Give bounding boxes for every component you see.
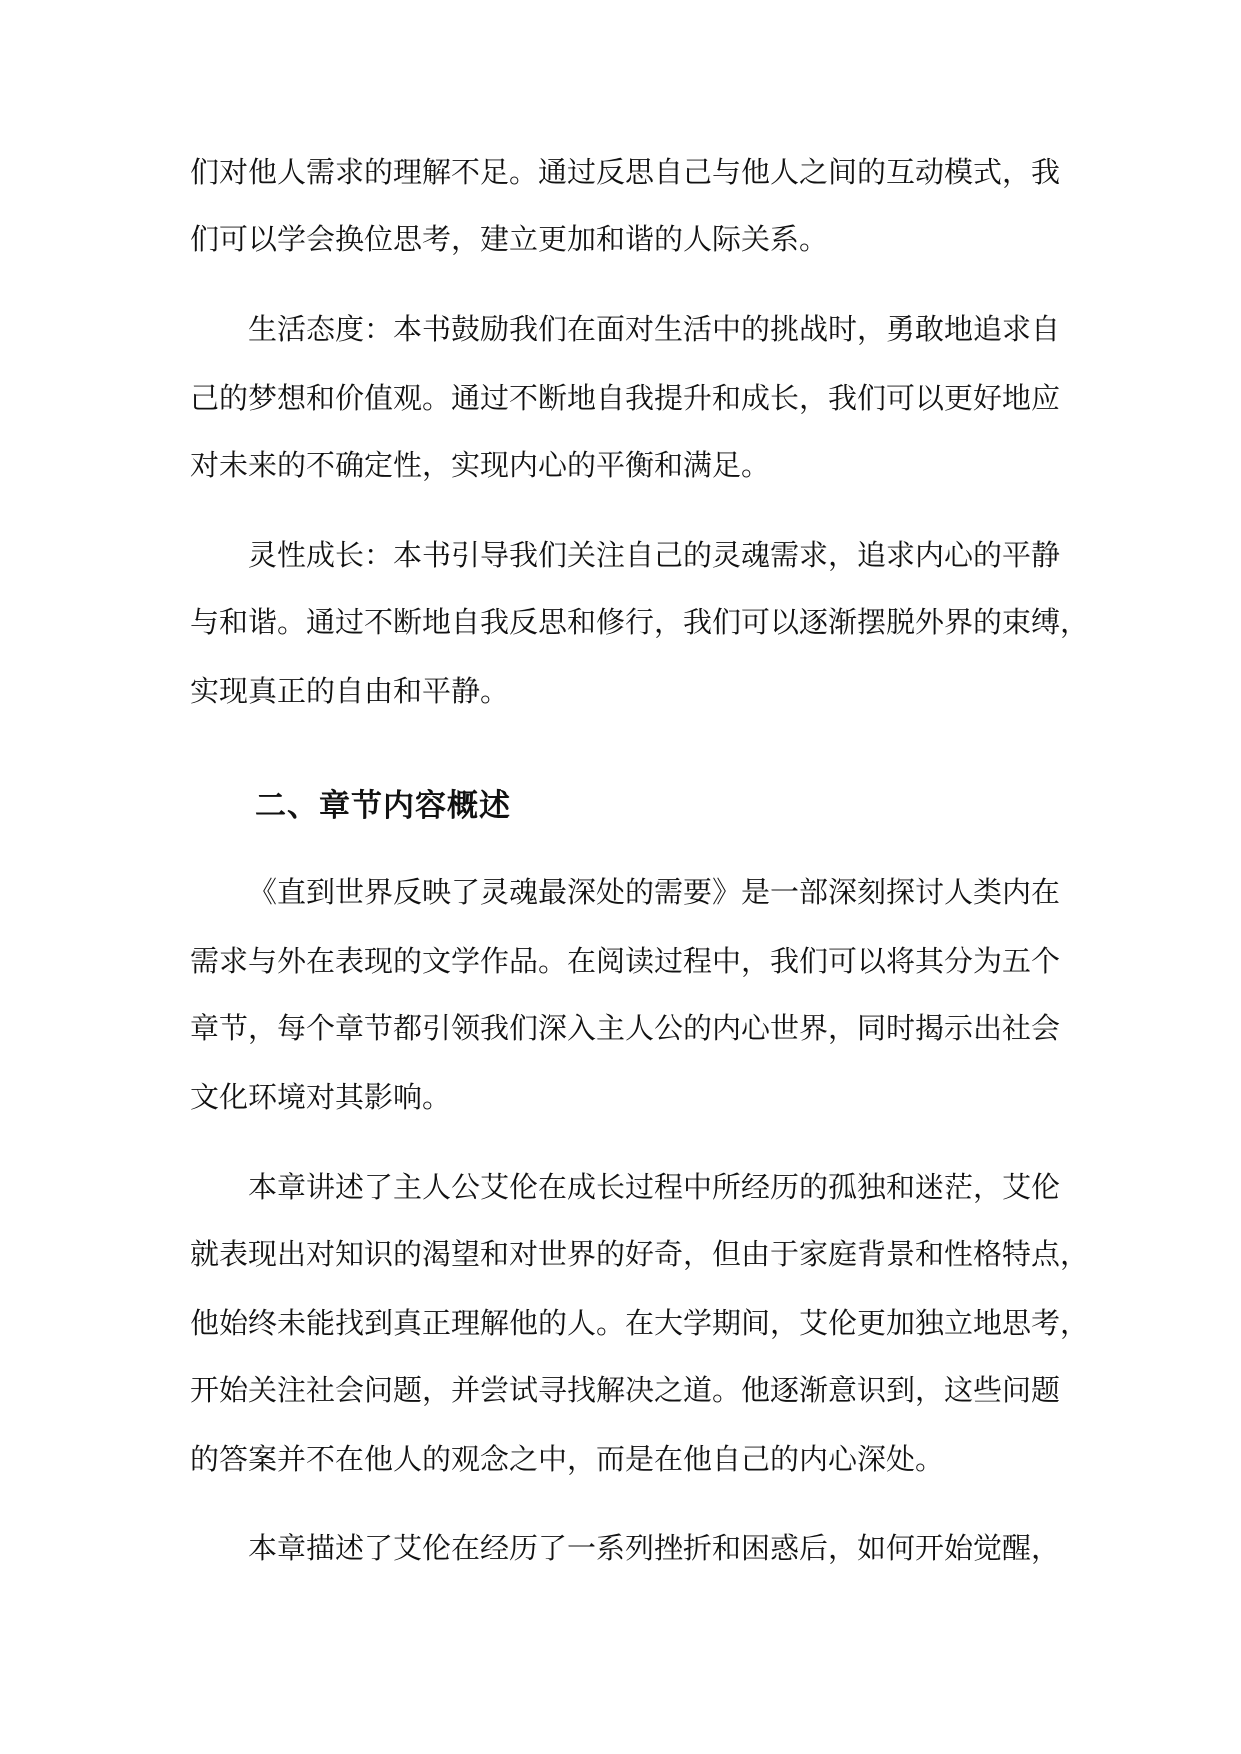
section-heading: 二、章节内容概述 — [255, 788, 511, 824]
text-line: 文化环境对其影响。 — [190, 1080, 452, 1114]
text-line: 己的梦想和价值观。通过不断地自我提升和成长，我们可以更好地应 — [190, 381, 1061, 415]
text-line: 们可以学会换位思考，建立更加和谐的人际关系。 — [190, 222, 829, 256]
text-line: 生活态度：本书鼓励我们在面对生活中的挑战时，勇敢地追求自 — [248, 312, 1061, 346]
text-line: 的答案并不在他人的观念之中，而是在他自己的内心深处。 — [190, 1442, 945, 1476]
text-line: 对未来的不确定性，实现内心的平衡和满足。 — [190, 448, 771, 482]
text-line: 本章讲述了主人公艾伦在成长过程中所经历的孤独和迷茫，艾伦 — [248, 1170, 1061, 1204]
text-line: 《直到世界反映了灵魂最深处的需要》是一部深刻探讨人类内在 — [248, 875, 1061, 909]
text-line: 灵性成长：本书引导我们关注自己的灵魂需求，追求内心的平静 — [248, 538, 1061, 572]
text-line: 们对他人需求的理解不足。通过反思自己与他人之间的互动模式，我 — [190, 155, 1061, 189]
text-line: 需求与外在表现的文学作品。在阅读过程中，我们可以将其分为五个 — [190, 944, 1061, 978]
text-line: 章节，每个章节都引领我们深入主人公的内心世界，同时揭示出社会 — [190, 1011, 1061, 1045]
text-line: 本章描述了艾伦在经历了一系列挫折和困惑后，如何开始觉醒， — [248, 1531, 1061, 1565]
text-line: 实现真正的自由和平静。 — [190, 674, 510, 708]
text-line: 开始关注社会问题，并尝试寻找解决之道。他逐渐意识到，这些问题 — [190, 1373, 1061, 1407]
text-line: 就表现出对知识的渴望和对世界的好奇，但由于家庭背景和性格特点， — [190, 1237, 1090, 1271]
text-line: 与和谐。通过不断地自我反思和修行，我们可以逐渐摆脱外界的束缚， — [190, 605, 1090, 639]
text-line: 他始终未能找到真正理解他的人。在大学期间，艾伦更加独立地思考， — [190, 1306, 1090, 1340]
